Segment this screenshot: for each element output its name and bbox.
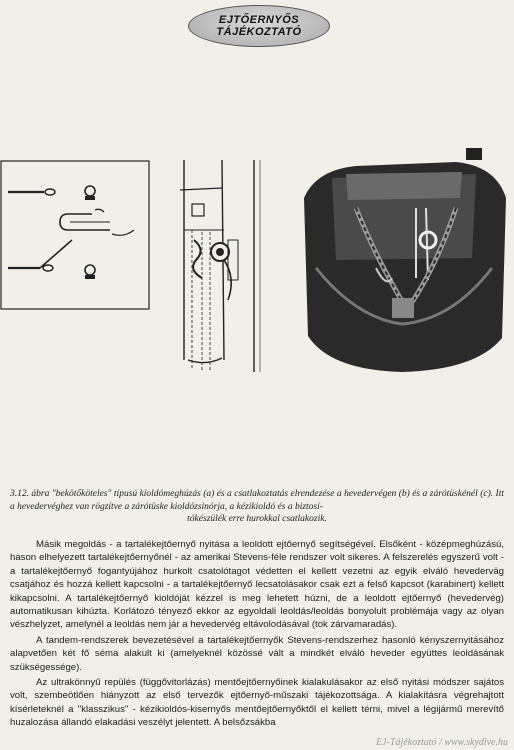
article-body xyxy=(10,538,504,732)
paragraph-1: Másik megoldás - a tartalékejtőernyő nyitása a leoldott ejtőernyő segítségével. Elsőként - középmeghúzású, hason elhelyezett tartalékejtőernyőnél - az amerikai Stevens-féle rendszer volt sikeres. A felszerelés egyszerű volt - a tartalékejtőernyő fogantyújához hurkolt csatolótagot védetten el kellett vezetni az egyik elváló hevederväg csatjához és hozzá kellett kapcsolni - a tartalékejtőernyő lecsatolásakor csak ezt a felső kapcsot (karabinert) kellett kikapcsolni. A tartalékejtőernyő kioldóját kézzel is meg lehetett húzni, de a leoldott ejtőernyő (hevedervég) automatikusan kihúzta. Korlátozó tényező ekkor az egyoldali leoldás/leoldás bonyolult problémája vagy az olyan vészhelyzet, amelynél a leoldás nem jár a hevedervég eltávolodásával (tok zárvamaradás). xyxy=(10,539,504,631)
section-header-badge xyxy=(188,5,330,47)
header-line-2: TÁJÉKOZTATÓ xyxy=(216,26,302,38)
caption-line-3: tókészülék erre hurokkal csatlakozik. xyxy=(187,514,327,524)
paragraph-2: A tandem-rendszerek bevezetésével a tartalékejtőernyők Stevens-rendszerhez hasonló kényszernyitásához alapvetően két fő séma alakult ki (amelyeknél közössé vált a mindkét elváló heveder együttes leoldásának szükségessége). xyxy=(10,634,504,673)
paragraph-3: Az ultrakönnyű repülés (függővitorlázás) mentőejtőernyőinek kialakulásakor az első nyitási módszer sajátos volt, szembeötlően hiányzott az első tervezők ejtőernyő-műszaki tájékozottsága. A kialakításra végrehajtott kísérleteknél a "klasszikus" - kézikioldós-kisernyős mentőejtőernyőktől el kellett térni, mivel a légijármű merevítő huzalozása állandó elakadási veszélyt jelentett. A belsőzsákba xyxy=(10,677,504,729)
figure-c-locking-pin-illustration xyxy=(296,148,510,378)
caption-line-1: 3.12. ábra "bekötőköteles" típusú kioldómeghúzás (a) és a csatlakoztatás elrendezése a hevedervégen (b) és a xyxy=(10,489,428,499)
footer-credit: EJ-Tájékoztató / www.skydive.hu xyxy=(375,737,508,748)
figure-b-riser-end-drawing xyxy=(162,160,280,372)
header-line-1: EJTŐERNYŐS xyxy=(218,14,300,26)
figure-a-ripcord-schematic xyxy=(0,160,150,310)
figure-caption xyxy=(10,488,504,526)
caption-line-2: zárótüskénél (c). Itt a hevedervéghez van rögzítve a zárótüske kioldózsinórja, a kézikioldó és a biztosí- xyxy=(10,489,504,512)
